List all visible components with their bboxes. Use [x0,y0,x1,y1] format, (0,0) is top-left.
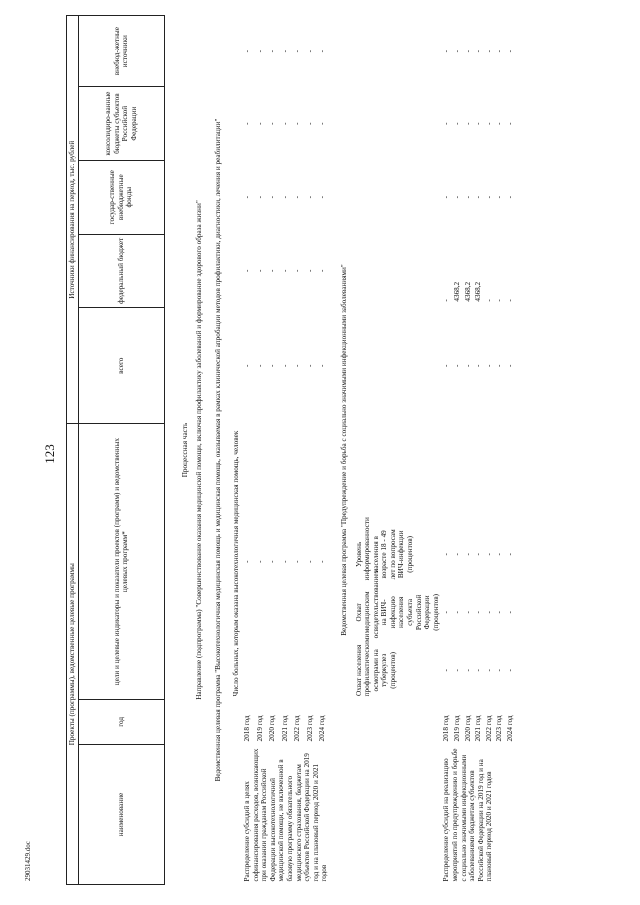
offbudget-cell: - [318,49,327,53]
offbudget-cell: - [293,49,302,53]
g1-cell: - [474,669,483,672]
offbudget-cell: - [305,49,314,53]
total-cell: - [293,364,302,367]
total-cell: - [255,364,264,367]
total-cell: - [463,364,472,367]
funding-group-header: Источники финансирования на период, тыс. рублей [67,16,79,424]
col-regional-header: консолидиро-ванные бюджеты субъектов Российской Федерации [78,87,164,161]
federal-cell: - [442,299,451,302]
year-cell: 2022 год [484,715,493,742]
year-cell: 2024 год [318,715,327,742]
goal-cell: - [305,560,314,563]
program2-item-label: Распределение субсидий на реализацию мероприятий по предупреждению и борьбе с социально значимыми инфекционными заболеваниями бюджетам субъектов Российской Федерации на 2019 год и на плановый период 2020 и 2021 годов [442,748,494,882]
g2-cell: - [463,611,472,614]
program1-item-label: Распределение субсидий в целях софинансирования расходов, возникающих при оказании гражданам Российской Федерации высокотехнологичной медицинской помощи, не включенной в базовую программу обязательного медицинского страхования, бюджетам субъектов Российской Федерации на 2019 год и на плановый период 2020 и 2021 годов [242,748,329,882]
g1-cell: - [463,669,472,672]
budget-program-table [66,15,516,885]
funds-cell: - [255,196,264,199]
g1-cell: - [453,669,462,672]
total-cell: - [453,364,462,367]
year-cell: 2021 год [280,715,289,742]
total-cell: - [318,364,327,367]
regional-cell: - [268,122,277,125]
goal-cell: - [268,560,277,563]
year-cell: 2020 год [268,715,277,742]
program1-title-row [208,16,229,885]
regional-cell: - [305,122,314,125]
regional-cell: - [255,122,264,125]
funds-cell: - [484,196,493,199]
goal-cell: - [255,560,264,563]
federal-cell: - [484,299,493,302]
federal-cell: - [280,269,289,273]
offbudget-cell: - [453,49,462,53]
program1-data-row [242,16,255,885]
g2-cell: - [474,611,483,614]
regional-cell: - [484,122,493,125]
col-name-header: наименование [78,744,164,884]
projects-group-header: Проекты (программы), ведомственные целевые программы [67,424,79,885]
header-columns-row [78,16,164,885]
year-cell: 2022 год [293,715,302,742]
g1-cell: - [495,669,504,672]
indicator-hiv-awareness: Уровень информированности населения в возрасте 18 - 49 лет по вопросам ВИЧ-инфекции (процентов) [354,517,415,581]
g3-cell: - [484,553,493,556]
total-cell: - [442,364,451,367]
year-cell: 2019 год [453,715,462,742]
total-cell: - [506,364,514,367]
federal-cell: - [318,269,327,273]
col-goals-header: цели и целевые индикаторы и показатели проектов (программ) и ведомственных целевых программ* [78,424,164,699]
offbudget-cell: - [495,49,504,53]
offbudget-cell: - [242,49,251,53]
year-cell: 2024 год [506,715,514,742]
year-cell: 2023 год [305,715,314,742]
g3-cell: - [463,553,472,556]
regional-cell: - [242,122,251,125]
g2-cell: - [495,611,504,614]
year-cell: 2019 год [255,715,264,742]
regional-cell: - [506,122,514,125]
federal-cell: - [293,269,302,273]
funds-cell: - [453,196,462,199]
federal-cell: 4368,2 [474,281,483,302]
total-cell: - [242,364,251,367]
g1-cell: - [442,669,451,672]
g3-cell: - [442,553,451,556]
federal-cell: - [268,269,277,273]
total-cell: - [305,364,314,367]
offbudget-cell: - [255,49,264,53]
g3-cell: - [506,553,514,556]
regional-cell: - [474,122,483,125]
file-name: 29031429.doc [24,841,32,881]
funds-cell: - [280,196,289,199]
regional-cell: - [463,122,472,125]
funds-cell: - [506,196,514,199]
regional-cell: - [280,122,289,125]
program2-title-row [330,16,351,885]
funds-cell: - [242,196,251,199]
goal-cell: - [280,560,289,563]
offbudget-cell: - [463,49,472,53]
funds-cell: - [305,196,314,199]
g3-cell: - [474,553,483,556]
year-cell: 2021 год [474,715,483,742]
indicator-hiv-testing: Охват медицинским освидетельствованием на ВИЧ-инфекцию населения субъекта Российской Федерации (процентов) [354,568,440,639]
goal-cell: - [318,560,327,563]
federal-cell: - [305,269,314,273]
g1-cell: - [484,669,493,672]
funds-cell: - [293,196,302,199]
program1-title: Ведомственная целевая программа "Высокотехнологичная медицинская помощь и медицинская помощь, оказываемая в рамках клинической апробации методов профилактики, диагностики, лечения и реабилитации" [213,118,222,782]
year-cell: 2023 год [495,715,504,742]
federal-cell: - [242,269,251,273]
year-cell: 2018 год [242,715,251,742]
regional-cell: - [442,122,451,125]
header-group-row [67,16,79,885]
rotated-table-sheet [66,15,626,885]
regional-cell: - [495,122,504,125]
offbudget-cell: - [268,49,277,53]
g2-cell: - [484,611,493,614]
offbudget-cell: - [484,49,493,53]
offbudget-cell: - [506,49,514,53]
federal-cell: - [506,299,514,302]
regional-cell: - [293,122,302,125]
total-cell: - [268,364,277,367]
g1-cell: - [506,669,514,672]
offbudget-cell: - [280,49,289,53]
total-cell: - [495,364,504,367]
funds-cell: - [474,196,483,199]
federal-cell: - [495,299,504,302]
federal-cell: - [255,269,264,273]
funds-cell: - [318,196,327,199]
program2-data-row [441,16,452,885]
total-cell: - [474,364,483,367]
total-cell: - [484,364,493,367]
program2-title: Ведомственная целевая программа "Предупреждение и борьба с социально значимыми инфекционными заболеваниями" [339,264,348,636]
offbudget-cell: - [474,49,483,53]
direction-title: Направление (подпрограмма) "Совершенствование оказания медицинской помощи, включая профилактику заболеваний и формирование здорового образа жизни" [195,200,204,700]
funds-cell: - [268,196,277,199]
year-cell: 2020 год [463,715,472,742]
col-offbudget-header: внебюд-жетные источники [78,16,164,87]
direction-row [191,16,208,885]
offbudget-cell: - [442,49,451,53]
g2-cell: - [453,611,462,614]
g2-cell: - [442,611,451,614]
col-year-header: год [78,699,164,744]
year-cell: 2018 год [442,715,451,742]
regional-cell: - [318,122,327,125]
program2-indicators-row [351,16,442,885]
section-title-row [164,16,191,885]
program1-indicator-row [228,16,242,885]
g3-cell: - [453,553,462,556]
total-cell: - [280,364,289,367]
indicator-tb-screening: Охват населения профилактическими осмотрами на туберкулез (процентов) [354,633,397,697]
col-federal-header: федеральный бюджет [78,234,164,308]
col-total-header: всего [78,308,164,424]
funds-cell: - [442,196,451,199]
regional-cell: - [453,122,462,125]
col-funds-header: государ-ственные внебюджетные фонды [78,160,164,234]
funds-cell: - [495,196,504,199]
federal-cell: 4368,2 [453,281,462,302]
goal-cell: - [242,560,251,563]
program1-indicator: Число больных, которым оказана высокотехнологичная медицинская помощь, человек [232,430,241,697]
goal-cell: - [293,560,302,563]
g2-cell: - [506,611,514,614]
process-title: Процессная часть [180,422,189,478]
page-number: 123 [42,444,57,464]
funds-cell: - [463,196,472,199]
g3-cell: - [495,553,504,556]
federal-cell: 4368,2 [463,281,472,302]
